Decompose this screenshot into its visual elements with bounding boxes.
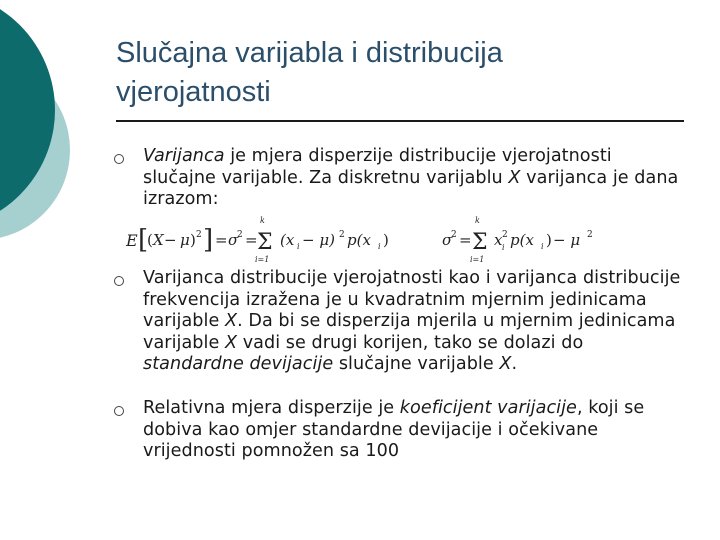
term-standard-deviation: standardne devijacije xyxy=(143,354,334,375)
formula2-sum: Σ xyxy=(472,230,488,255)
var-x: X xyxy=(499,354,512,375)
term-coefficient-variation: koeficijent varijacije xyxy=(399,398,577,418)
bullet-text: je mjera disperzije distribucije vjerojatnosti slučajne varijable. Za diskretnu varijablu xyxy=(143,146,612,188)
formula-sigma: σ xyxy=(228,231,239,249)
bullet-text: . xyxy=(511,354,518,375)
formula-power: 2 xyxy=(196,230,202,240)
formula-power: 2 xyxy=(502,230,508,240)
formula-sub-i: i xyxy=(297,242,300,251)
formula-equals: = xyxy=(215,231,228,249)
formula-E: E xyxy=(126,231,138,250)
formula-sum: Σ xyxy=(257,230,273,255)
slide-title-line2: vjerojatnosti xyxy=(116,76,271,108)
bullet-text: , koji se dobiva kao omjer standardne devijacije i očekivane vrijednosti pomnožen sa 100 xyxy=(143,398,645,462)
formula-pclose: ) xyxy=(383,231,389,249)
formula-p: p(x xyxy=(347,231,371,249)
formula2-equals: = xyxy=(459,231,472,249)
formula2-p: p(x xyxy=(510,231,534,249)
bullet-text: Varijanca distribucije vjerojatnosti kao i varijanca distribucije frekvencija izražena je u kvadratnim mjernim jedinicama varijable xyxy=(143,268,681,332)
formula2-minus-mu: − μ xyxy=(553,231,581,249)
var-x: X xyxy=(224,332,238,353)
formula2-index: i=1 xyxy=(470,255,485,264)
formula2-sub-i: i xyxy=(502,243,505,252)
bullet-variance-definition xyxy=(143,146,683,211)
bullet-marker-icon xyxy=(114,406,124,416)
bullet-text: Relativna mjera disperzije je xyxy=(143,398,400,418)
formula-term1b: − μ) xyxy=(302,231,335,249)
formula-power: 2 xyxy=(237,230,243,240)
formula2-sub-i: i xyxy=(541,242,544,251)
variance-formula xyxy=(120,214,640,268)
title-divider xyxy=(116,120,684,122)
slide-title xyxy=(116,34,676,112)
formula-right-bracket: ] xyxy=(203,225,214,255)
var-x: X xyxy=(508,167,521,188)
formula-left-bracket: [ xyxy=(138,225,149,255)
formula-minus: − xyxy=(164,231,177,249)
formula-X: X xyxy=(153,231,164,249)
formula-power: 2 xyxy=(587,230,593,240)
formula-index: i=1 xyxy=(255,255,270,264)
bullet-text: varijanca je dana izrazom: xyxy=(143,167,679,210)
bullet-marker-icon xyxy=(114,276,124,286)
formula-open-paren: ( xyxy=(147,231,153,249)
decorative-circles xyxy=(0,0,120,300)
formula2-pclose: ) xyxy=(546,231,552,249)
formula-power: 2 xyxy=(339,230,345,240)
formula-term1: (x xyxy=(280,231,295,249)
formula-power: 2 xyxy=(451,230,457,240)
bullet-marker-icon xyxy=(114,154,124,164)
formula-equals: = xyxy=(245,231,258,249)
formula-k: k xyxy=(260,216,265,225)
var-x: X xyxy=(224,311,238,332)
bullet-text: vadi se drugi korijen, tako se dolazi do xyxy=(237,332,584,353)
formula2-sigma: σ xyxy=(442,231,453,249)
formula2-k: k xyxy=(475,216,480,225)
formula-mu: μ xyxy=(180,231,190,249)
bullet-coefficient-variation xyxy=(143,398,683,463)
formula-close-paren: ) xyxy=(190,231,196,249)
bullet-text: slučajne varijable xyxy=(333,354,500,375)
term-variance: Varijanca xyxy=(143,146,225,166)
bullet-text: . Da bi se disperzija mjerila u mjernim jedinicama varijable xyxy=(143,311,676,353)
formula2-x: x xyxy=(494,231,503,249)
slide-title-line1: Slučajna varijabla i distribucija xyxy=(116,37,503,69)
formula-sub-i: i xyxy=(378,242,381,251)
bullet-variance-units xyxy=(143,268,683,376)
